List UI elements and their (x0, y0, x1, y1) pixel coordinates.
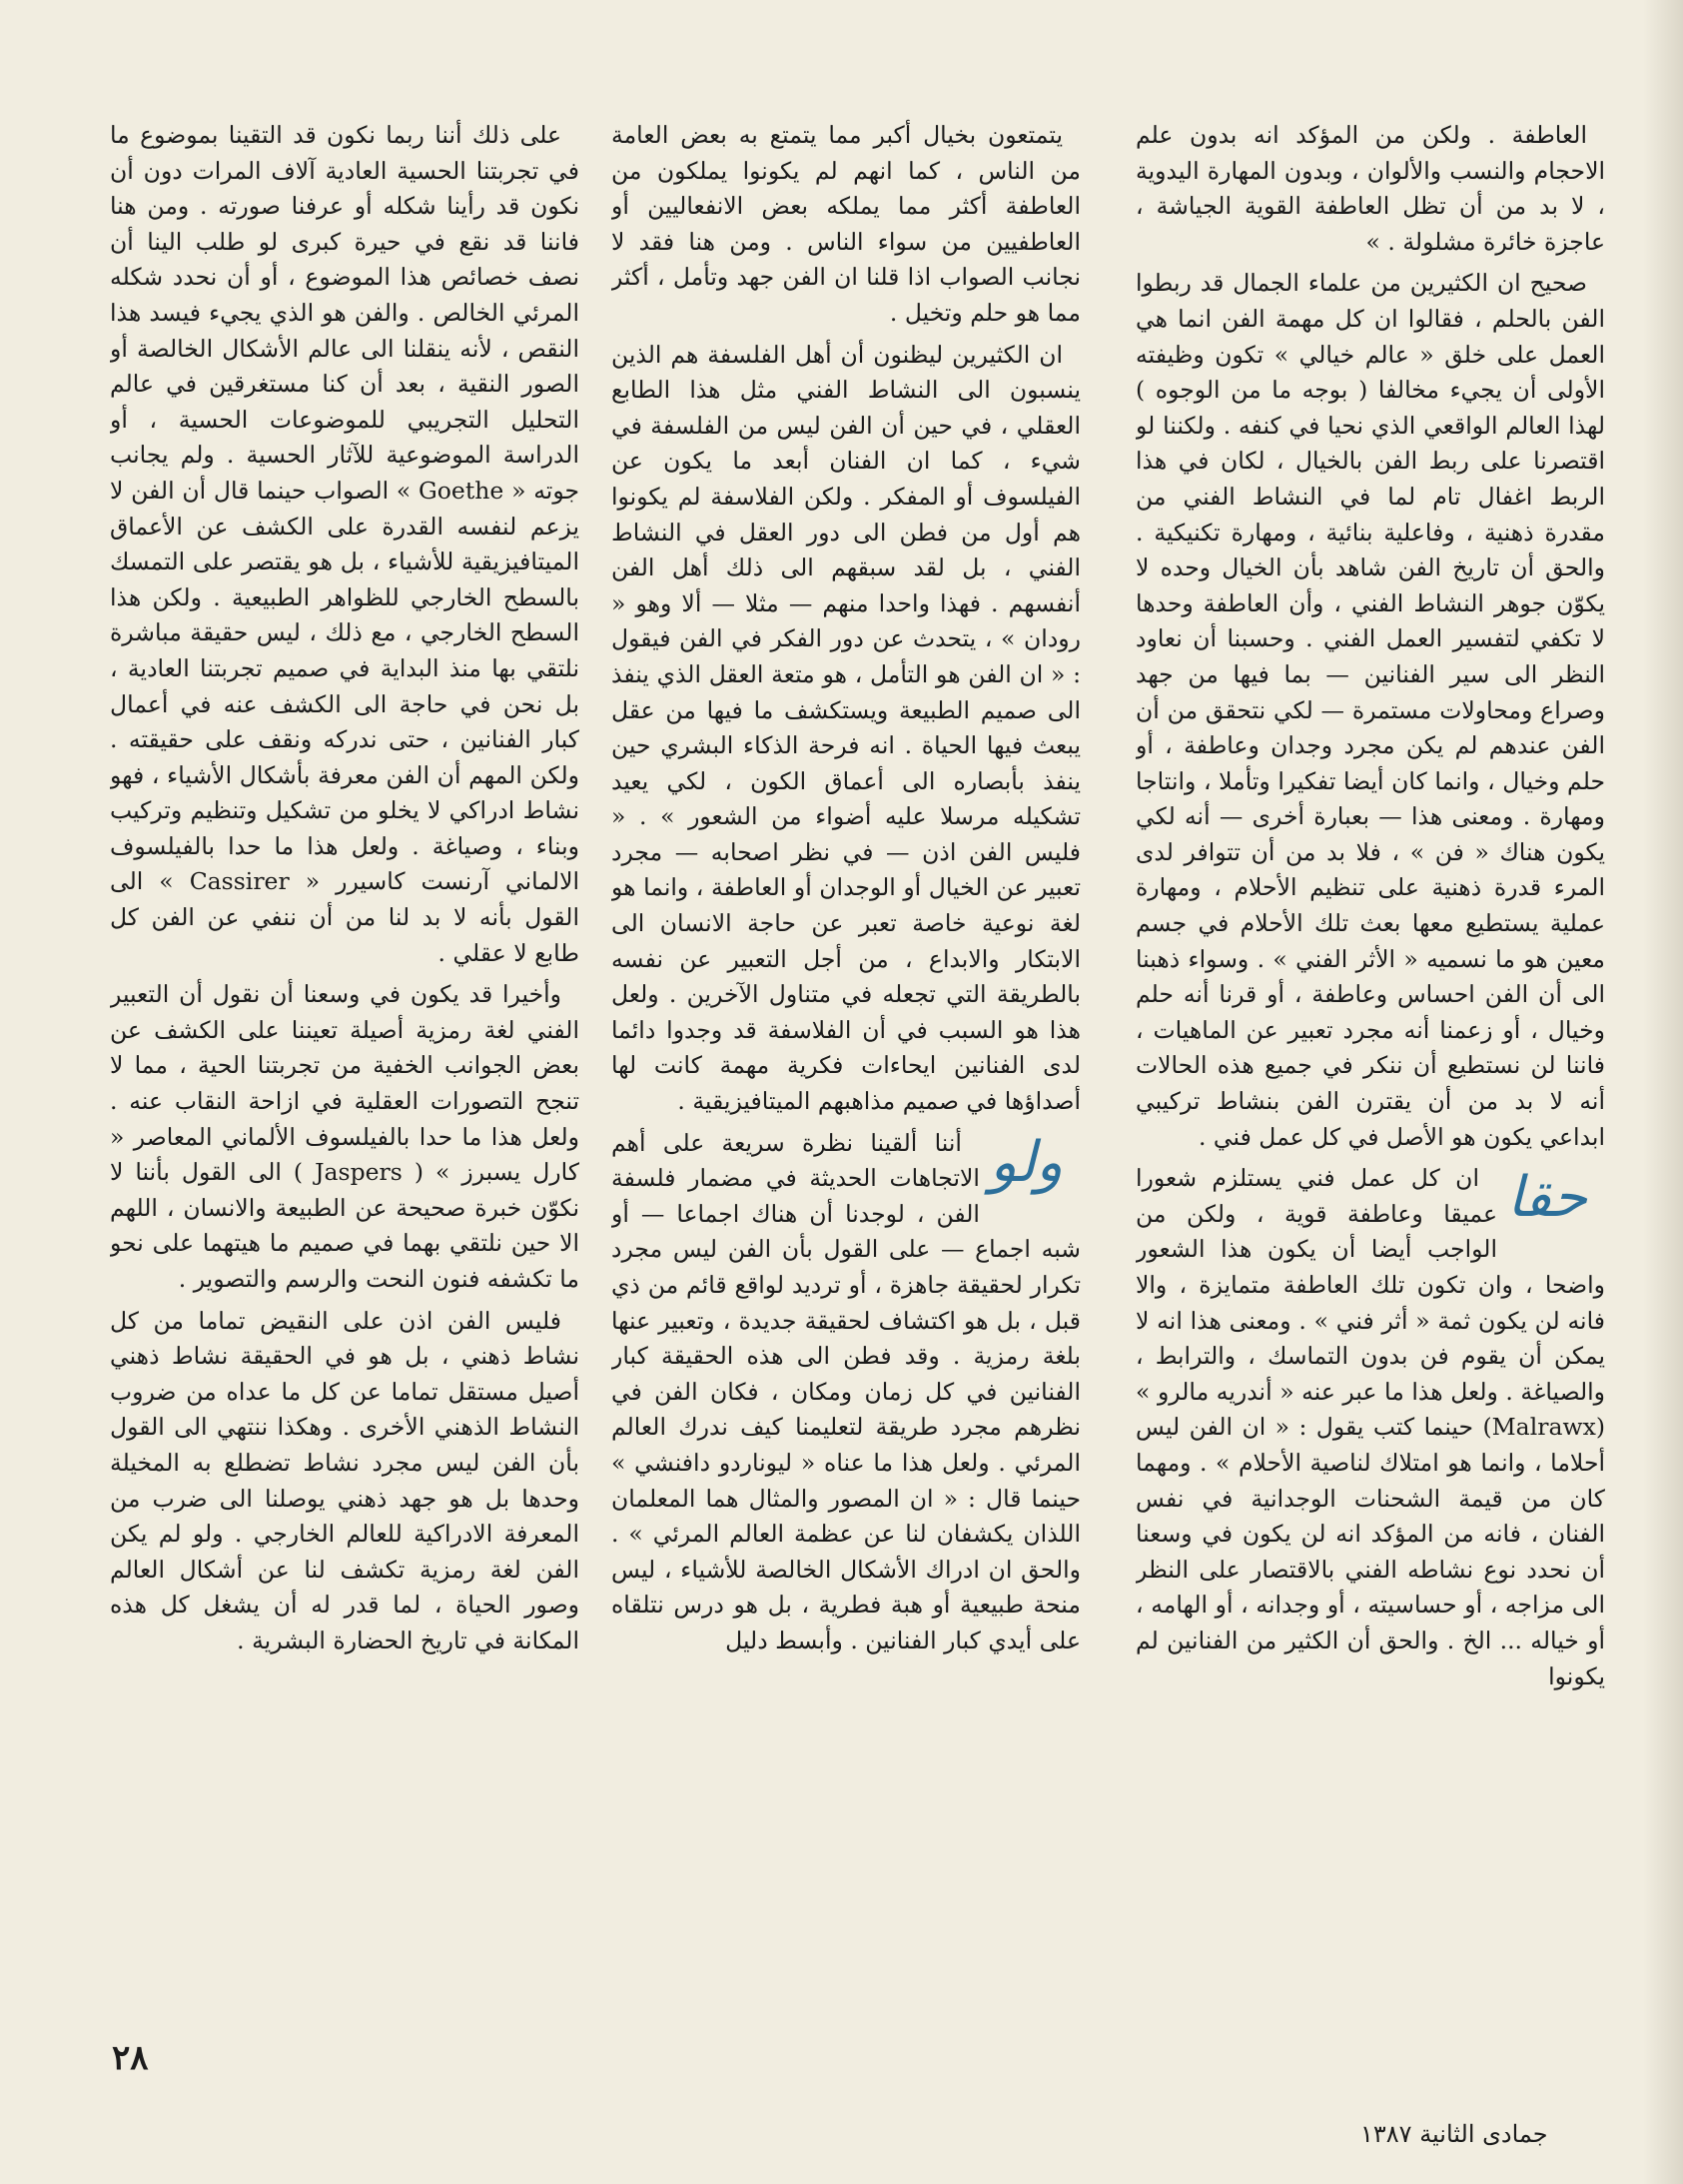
decorative-initial: حقا (1506, 1165, 1587, 1231)
paragraph: يتمتعون بخيال أكبر مما يتمتع به بعض العامة من الناس ، كما انهم لم يكونوا يملكون من العاطفة أكثر مما يملكه بعض الانفعاليين أو العاطفيين من سواء الناس . ومن هنا فقد لا نجانب الصواب اذا قلنا ان الفن جهد وتأمل ، أكثر مما هو حلم وتخيل . (611, 121, 1081, 327)
paragraph-text: أننا ألقينا نظرة سريعة على أهم الاتجاهات الحديثة في مضمار فلسفة الفن ، لوجدنا أن هناك اجماعا — أو شبه اجماع — على القول بأن الفن ليس مجرد تكرار لحقيقة جاهزة ، أو ترديد لواقع قائم من ذي قبل ، بل هو اكتشاف لحقيقة جديدة ، وتعبير عنها بلغة رمزية . وقد فطن الى هذه الحقيقة كبار الفنانين في كل زمان ومكان ، فكان الفن في نظرهم مجرد طريقة لتعليمنا كيف ندرك العالم المرئي . ولعل هذا ما عناه « ليوناردو دافنشي » حينما قال : « ان المصور والمثال هما المعلمان اللذان يكشفان لنا عن عظمة العالم المرئي » . والحق ان ادراك الأشكال الخالصة للأشياء ، ليس منحة طبيعية أو هبة فطرية ، بل هو درس نتلقاه على أيدي كبار الفنانين . وأبسط دليل (611, 1128, 1081, 1654)
paragraph-text: ان كل عمل فني يستلزم شعورا عميقا وعاطفة قوية ، ولكن من الواجب أيضا أن يكون هذا الشعور واضحا ، وان تكون تلك العاطفة متمايزة ، والا فانه لن يكون ثمة « أثر فني » . ومعنى هذا انه لا يمكن أن يقوم فن بدون التماسك ، والترابط ، والصياغة . ولعل هذا ما عبر عنه « أندريه مالرو » (Malrawx) حينما كتب يقول : « ان الفن ليس أحلاما ، وانما هو امتلاك لناصية الأحلام » . ومهما كان من قيمة الشحنات الوجدانية في نفس الفنان ، فانه من المؤكد انه لن يكون في وسعنا أن نحدد نوع نشاطه الفني بالاقتصار على النظر الى مزاجه ، أو حساسيته ، أو وجدانه ، أو الهامه ، أو خياله ... الخ . والحق أن الكثير من الفنانين لم يكونوا (1136, 1164, 1605, 1690)
article-column-right (1136, 118, 1605, 2046)
paragraph: ان الكثيرين ليظنون أن أهل الفلسفة هم الذين ينسبون الى النشاط الفني مثل هذا الطابع العقلي ، في حين أن الفن ليس من الفلسفة في شيء ، كما ان الفنان أبعد ما يكون عن الفيلسوف أو المفكر . ولكن الفلاسفة لم يكونوا هم أول من فطن الى دور العقل في النشاط الفني ، بل لقد سبقهم الى ذلك أهل الفن أنفسهم . فهذا واحدا منهم — مثلا — ألا وهو « رودان » ، يتحدث عن دور الفكر في الفن فيقول : « ان الفن هو التأمل ، هو متعة العقل الذي ينفذ الى صميم الطبيعة ويستكشف ما فيها من عقل يبعث فيها الحياة . انه فرحة الذكاء البشري حين ينفذ بأبصاره الى أعماق الكون ، لكي يعيد تشكيله مرسلا عليه أضواء من الشعور » . « فليس الفن اذن — في نظر اصحابه — مجرد تعبير عن الخيال أو الوجدان أو العاطفة ، وانما هو لغة نوعية خاصة تعبر عن حاجة الانسان الى الابتكار والابداع ، من أجل التعبير عن نفسه بالطريقة التي تجعله في متناول الآخرين . ولعل هذا هو السبب في أن الفلاسفة قد وجدوا دائما لدى الفنانين ايحاءات فكرية مهمة كانت لها أصداؤها في صميم مذاهبهم الميتافيزيقية . (611, 340, 1081, 1116)
paragraph-with-initial (1136, 1161, 1605, 1694)
article-column-middle (611, 118, 1081, 2046)
paragraph: صحيح ان الكثيرين من علماء الجمال قد ربطوا الفن بالحلم ، فقالوا ان كل مهمة الفن انما هي العمل على خلق « عالم خيالي » تكون وظيفته الأولى أن يجيء مخالفا ( بوجه ما من الوجوه ) لهذا العالم الواقعي الذي نحيا في كنفه . ولكننا لو اقتصرنا على ربط الفن بالخيال ، لكان في هذا الربط اغفال تام لما في النشاط الفني من مقدرة ذهنية ، وفاعلية بنائية ، ومهارة تكنيكية . والحق أن تاريخ الفن شاهد بأن الخيال وحده لا يكوّن جوهر النشاط الفني ، وأن العاطفة وحدها لا تكفي لتفسير العمل الفني . وحسبنا أن نعاود النظر الى سير الفنانين — بما فيها من جهد وصراع ومحاولات مستمرة — لكي نتحقق من أن الفن عندهم لم يكن مجرد وجدان وعاطفة ، أو حلم وخيال ، وانما كان أيضا تفكيرا وتأملا ، وانتاجا ومهارة . ومعنى هذا — بعبارة أخرى — أنه لكي يكون هناك « فن » ، فلا بد من أن تتوافر لدى المرء قدرة ذهنية على تنظيم الأحلام ، ومهارة عملية يستطيع معها بعث تلك الأحلام في جسم معين هو ما نسميه « الأثر الفني » . وسواء ذهبنا الى أن الفن احساس وعاطفة ، أو قرنا أنه حلم وخيال ، أو زعمنا أنه مجرد تعبير عن الماهيات ، فاننا لن نستطيع أن ننكر في جميع هذه الحالات أنه لا بد من أن يقترن الفن بنشاط تركيبي ابداعي يكون هو الأصل في كل عمل فني . (1136, 269, 1605, 1151)
paragraph: العاطفة . ولكن من المؤكد انه بدون علم الاحجام والنسب والألوان ، وبدون المهارة اليدوية ، لا بد من أن تظل العاطفة القوية الجياشة ، عاجزة خائرة مشلولة . » (1136, 121, 1605, 256)
issue-date-footer: جمادى الثانية ١٣٨٧ (1360, 2120, 1548, 2148)
page-fold-shadow (1643, 0, 1683, 2184)
decorative-initial: ولو (989, 1129, 1063, 1195)
paragraph: وأخيرا قد يكون في وسعنا أن نقول أن التعبير الفني لغة رمزية أصيلة تعيننا على الكشف عن بعض الجوانب الخفية من تجربتنا الحية ، مما لا تنجح التصورات العقلية في ازاحة النقاب عنه . ولعل هذا ما حدا بالفيلسوف الألماني المعاصر « كارل يسبرز » ( Jaspers ) الى القول بأننا لا نكوّن خبرة صحيحة عن الطبيعة والانسان ، اللهم الا حين نلتقي بهما في صميم ما هيتهما على نحو ما تكشفه فنون النحت والرسم والتصوير . (110, 980, 579, 1293)
paragraph: فليس الفن اذن على النقيض تماما من كل نشاط ذهني ، بل هو في الحقيقة نشاط ذهني أصيل مستقل تماما عن كل ما عداه من ضروب النشاط الذهني الأخرى . وهكذا ننتهي الى القول بأن الفن ليس مجرد نشاط تضطلع به المخيلة وحدها بل هو جهد ذهني يوصلنا الى ضرب من المعرفة الادراكية للعالم الخارجي . ولو لم يكن الفن لغة رمزية تكشف لنا عن أشكال العالم وصور الحياة ، لما قدر له أن يشغل كل هذه المكانة في تاريخ الحضارة البشرية . (110, 1306, 579, 1654)
article-column-left (110, 118, 579, 2046)
page-number: ٢٨ (112, 2038, 149, 2078)
paragraph: على ذلك أننا ربما نكون قد التقينا بموضوع ما في تجربتنا الحسية العادية آلاف المرات دون أن نكون قد رأينا شكله أو عرفنا صورته . ومن هنا فاننا قد نقع في حيرة كبرى لو طلب الينا أن نصف خصائص هذا الموضوع ، أو أن نحدد شكله المرئي الخالص . والفن هو الذي يجيء فيسد هذا النقص ، لأنه ينقلنا الى عالم الأشكال الخالصة أو الصور النقية ، بعد أن كنا مستغرقين في عالم التحليل التجريبي للموضوعات الحسية ، أو الدراسة الموضوعية للآثار الحسية . ولم يجانب جوته « Goethe » الصواب حينما قال أن الفن لا يزعم لنفسه القدرة على الكشف عن الأعماق الميتافيزيقية للأشياء ، بل هو يقتصر على التمسك بالسطح الخارجي للظواهر الطبيعية . ولكن هذا السطح الخارجي ، مع ذلك ، ليس حقيقة مباشرة نلتقي بها منذ البداية في صميم تجربتنا العادية ، بل نحن في حاجة الى الكشف عنه في أعمال كبار الفنانين ، حتى ندركه ونقف على حقيقته . ولكن المهم أن الفن معرفة بأشكال الأشياء ، فهو نشاط ادراكي لا يخلو من تشكيل وتنظيم وتركيب وبناء ، وصياغة . ولعل هذا ما حدا بالفيلسوف الالماني آرنست كاسيرر « Cassirer » الى القول بأنه لا بد لنا من أن ننفي عن الفن كل طابع لا عقلي . (110, 121, 579, 967)
paragraph-with-initial (611, 1126, 1081, 1659)
